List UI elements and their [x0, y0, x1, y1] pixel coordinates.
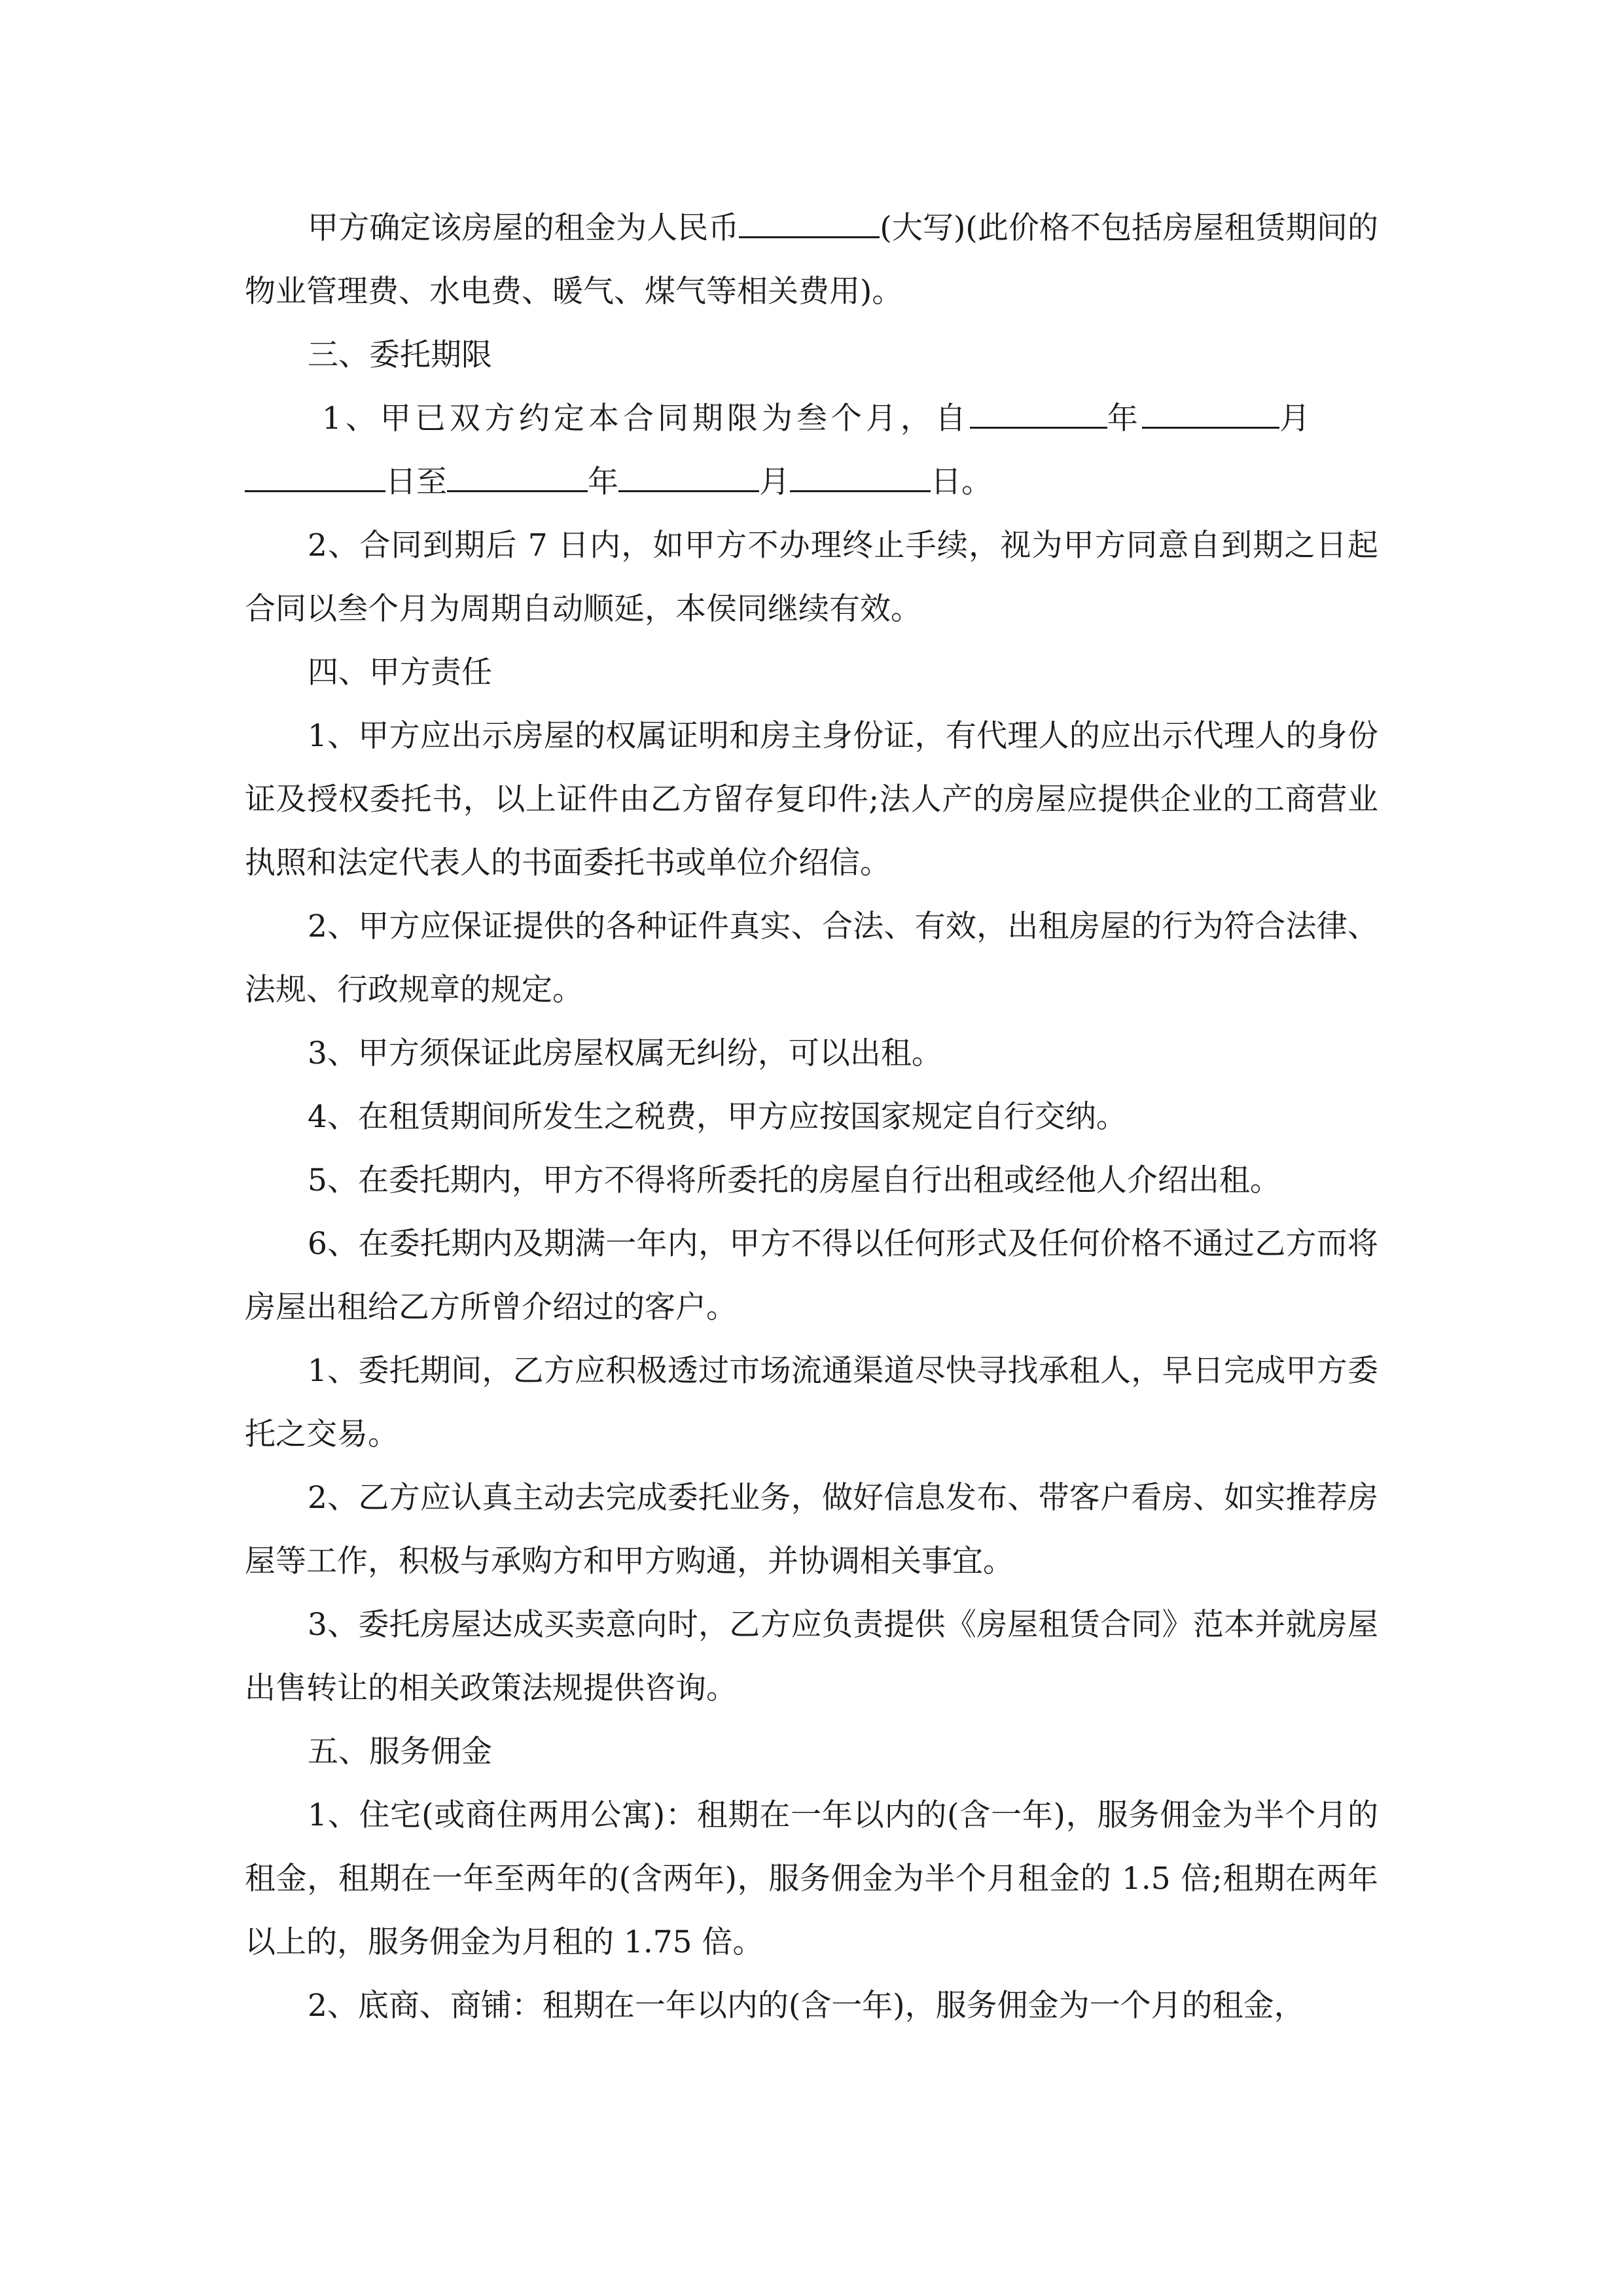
start-year-label: 年 [1107, 401, 1142, 437]
rent-text-after: (大写)(此价格不包括房屋租赁期间的物业管理费、水电费、暖气、煤气等相关费用)。 [245, 210, 1379, 310]
section-three-title: 三、委托期限 [308, 337, 492, 373]
party-a-item-4: 4、在租赁期间所发生之税费，甲方应按国家规定自行交纳。 [308, 1099, 1127, 1135]
end-year-blank [447, 464, 588, 492]
party-b-item-1: 1、委托期间，乙方应积极透过市场流通渠道尽快寻找承租人，早日完成甲方委托之交易。 [245, 1353, 1378, 1452]
end-day-blank [790, 464, 931, 492]
start-month-blank [1142, 401, 1279, 429]
rent-text-before: 甲方确定该房屋的租金为人民币 [308, 210, 740, 246]
term-line-1 [245, 387, 1378, 450]
commission-item-2: 2、底商、商铺：租期在一年以内的(含一年)，服务佣金为一个月的租金， [308, 1988, 1305, 2024]
commission-item-1: 1、住宅(或商住两用公寓)：租期在一年以内的(含一年)，服务佣金为半个月的租金，租期在一年至两年的(含两年)，服务佣金为半个月租金的 1.5 倍;租期在两年以上的，服务佣金为月租的 1.75 倍。 [245, 1797, 1378, 1960]
term-line-2 [245, 450, 1378, 514]
party-a-item-6: 6、在委托期内及期满一年内，甲方不得以任何形式及任何价格不通过乙方而将房屋出租给乙方所曾介绍过的客户。 [245, 1226, 1378, 1325]
party-a-item-3: 3、甲方须保证此房屋权属无纠纷，可以出租。 [308, 1035, 942, 1071]
party-a-item-1: 1、甲方应出示房屋的权属证明和房主身份证，有代理人的应出示代理人的身份证及授权委托书，以上证件由乙方留存复印件;法人产的房屋应提供企业的工商营业执照和法定代表人的书面委托书或单位介绍信。 [245, 718, 1378, 881]
start-month-label: 月 [1279, 401, 1314, 437]
start-day-label: 日至 [385, 464, 447, 500]
section-four-title: 四、甲方责任 [308, 655, 492, 691]
party-b-item-2: 2、乙方应认真主动去完成委托业务，做好信息发布、带客户看房、如实推荐房屋等工作，积极与承购方和甲方购通，并协调相关事宜。 [245, 1480, 1378, 1579]
document-body [245, 196, 1378, 2037]
term-line-1-text: 1、甲已双方约定本合同期限为叁个月，自 [322, 401, 970, 437]
end-day-label: 日。 [931, 464, 992, 500]
start-year-blank [970, 401, 1107, 429]
party-a-item-5: 5、在委托期内，甲方不得将所委托的房屋自行出租或经他人介绍出租。 [308, 1162, 1281, 1198]
start-day-blank [245, 464, 385, 492]
rent-amount-blank [739, 210, 880, 238]
term-item-2: 2、合同到期后 7 日内，如甲方不办理终止手续，视为甲方同意自到期之日起合同以叁个月为周期自动顺延，本侯同继续有效。 [245, 528, 1378, 627]
party-a-item-2: 2、甲方应保证提供的各种证件真实、合法、有效，出租房屋的行为符合法律、法规、行政规章的规定。 [245, 908, 1378, 1008]
end-month-blank [618, 464, 759, 492]
rent-paragraph [245, 196, 1378, 323]
end-year-label: 年 [588, 464, 618, 500]
party-b-item-3: 3、委托房屋达成买卖意向时，乙方应负责提供《房屋租赁合同》范本并就房屋出售转让的相关政策法规提供咨询。 [245, 1607, 1378, 1706]
end-month-label: 月 [759, 464, 790, 500]
section-five-title: 五、服务佣金 [308, 1734, 492, 1770]
